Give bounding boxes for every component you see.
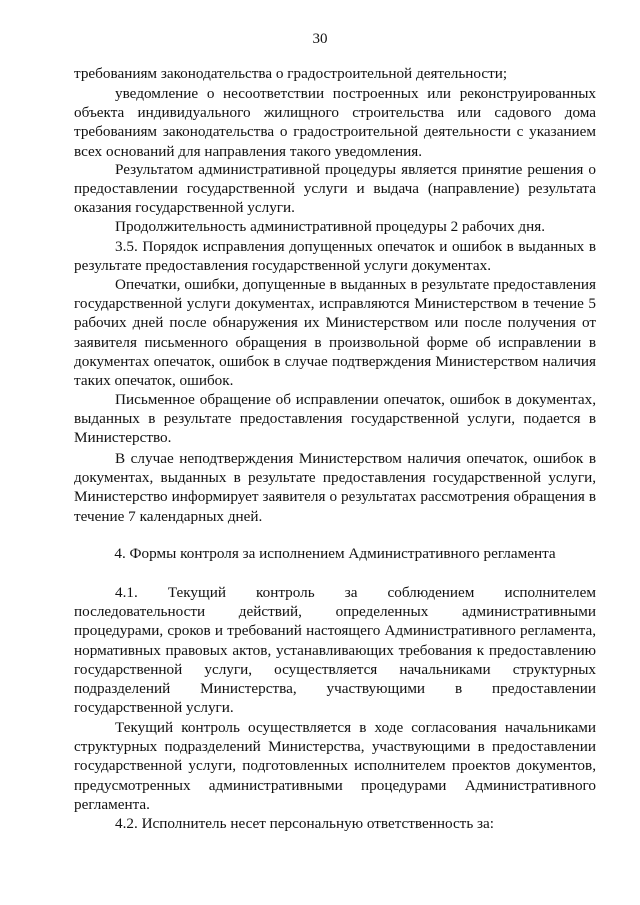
paragraph-typos: Опечатки, ошибки, допущенные в выданных в результате предоставления государственной услуги документах, исправляются Министерством в течение 5 рабочих дней после обнаружения их Министерством или после получения от заявителя письменного обращения в произвольной форме об исправлении в документах опечаток, ошибок в случае подтверждения Министерством наличия таких опечаток, ошибок.	[74, 276, 596, 390]
paragraph-4-2: 4.2. Исполнитель несет персональную ответственность за:	[115, 815, 495, 832]
paragraph-written-request: Письменное обращение об исправлении опечаток, ошибок в документах, выданных в результате предоставления государственной услуги, подается в Министерство.	[74, 391, 596, 447]
paragraph-notice: уведомление о несоответствии построенных или реконструированных объекта индивидуального жилищного строительства или садового дома требованиям законодательства о градостроительной деятельности с указанием всех оснований для направления такого уведомления.	[74, 85, 596, 160]
paragraph-current-control: Текущий контроль осуществляется в ходе согласования начальниками структурных подразделений Министерства, участвующими в предоставлении государственной услуги, подготовленных исполнителем проектов документов, предусмотренных административными процедурами Административного регламента.	[74, 719, 596, 813]
paragraph-non-confirmation: В случае неподтверждения Министерством наличия опечаток, ошибок в документах, выданных в результате предоставления государственной услуги, Министерство информирует заявителя о результатах рассмотрения обращения в течение 7 календарных дней.	[74, 450, 596, 525]
paragraph-4-1: 4.1. Текущий контроль за соблюдением исполнителем последовательности действий, определенных административными процедурами, сроков и требований настоящего Административного регламента, нормативных правовых актов, устанавливающих требования к предоставлению государственной услуги, осуществляется начальниками структурных подразделений Министерства, участвующими в предоставлении государственной услуги.	[74, 584, 596, 717]
paragraph-duration: Продолжительность административной процедуры 2 рабочих дня.	[115, 218, 546, 235]
page-number: 30	[312, 31, 328, 47]
paragraph-3-5: 3.5. Порядок исправления допущенных опечаток и ошибок в выданных в результате предоставления государственной услуги документах.	[74, 238, 596, 275]
section-heading: 4. Формы контроля за исполнением Административного регламента	[114, 545, 556, 562]
paragraph-result: Результатом административной процедуры является принятие решения о предоставлении государственной услуги и выдача (направление) результата оказания государственной услуги.	[74, 161, 596, 217]
paragraph-continuation: требованиям законодательства о градостроительной деятельности;	[74, 65, 508, 82]
